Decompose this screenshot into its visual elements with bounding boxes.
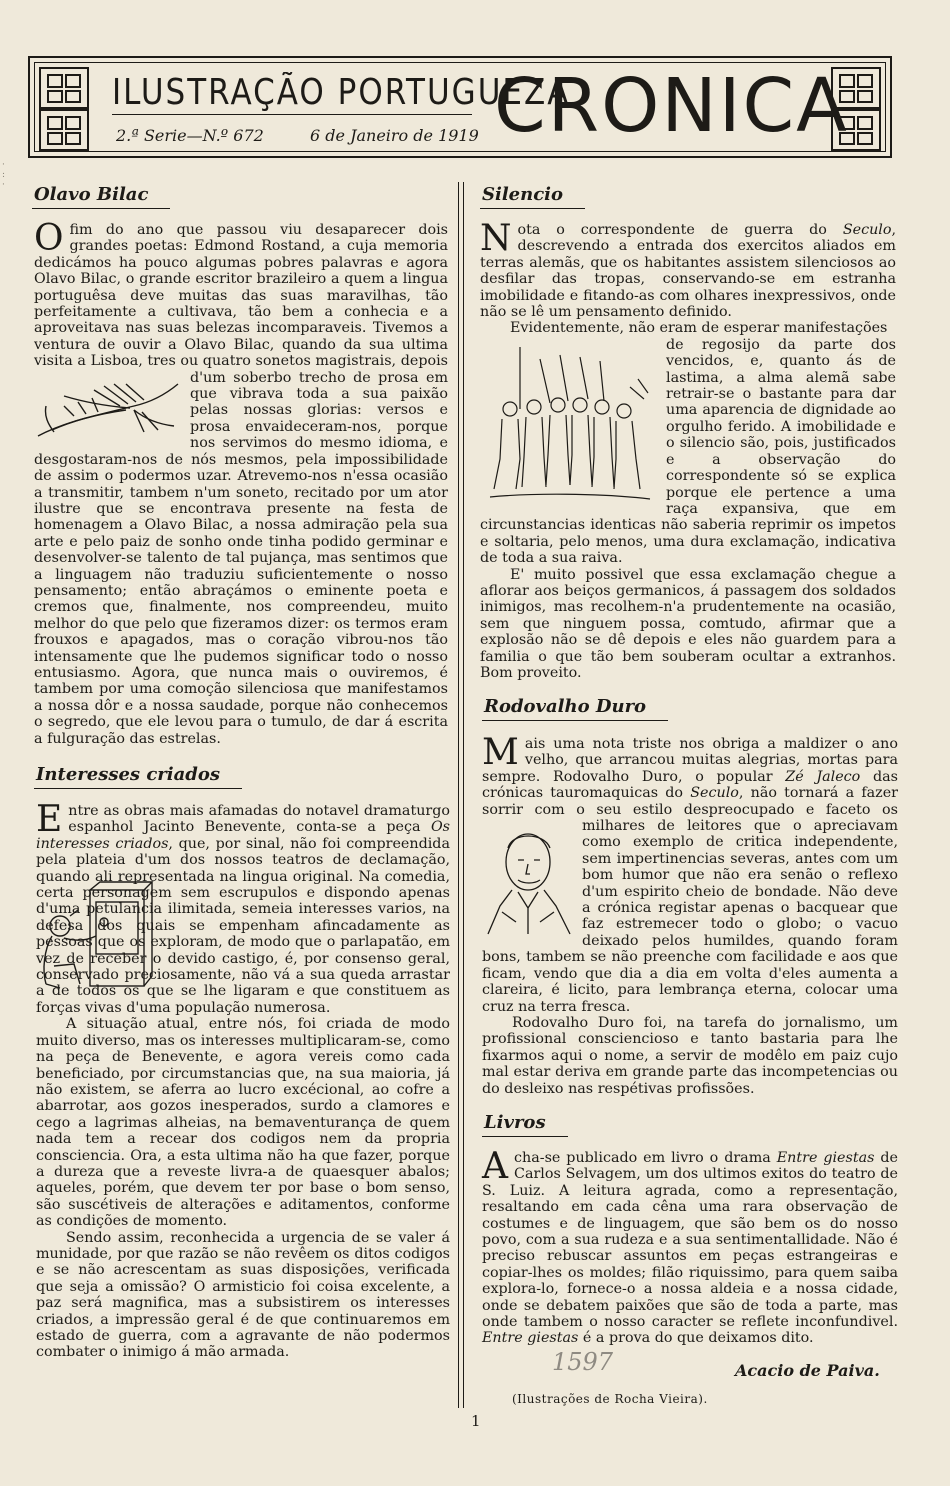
article-heading-interesses: Interesses criados — [34, 764, 242, 789]
illustration-credit: (Ilustrações de Rocha Vieira). — [512, 1392, 708, 1406]
pen-name: Zé Jaleco — [785, 768, 861, 785]
dropcap: O — [34, 218, 64, 259]
paragraph: das crónicas tauromaquicas do — [482, 768, 898, 802]
portrait-illustration — [482, 822, 574, 938]
paragraph: , que, por sinal, não foi compreendida pela plateia d'um dos nossos teatros de declamação, quando ali representada na lingua original. Na comedia, certa personagem sem escrupulos e dispondo apenas d'uma petulancia ilimitada, semeia interesses varios, na defesa dos quais se empenham afincadamente as pessoas que os exploram, de modo que o parlapatão, em vez de receber o devido castigo, é, por consenso geral, conservado preciosamente, não vá a sua queda arrastar a de todos os que se lhe ligaram e que constituem as forças vivas d'uma população numerosa. — [36, 835, 450, 1016]
paragraph: de Carlos Selvagem, um dos ultimos exitos do teatro de S. Luiz. A leitura agrada, como a representação, resaltando em cada cêna uma rara observação de costumes e de linguagem, que são bem os do nosso povo, com a sua rudeza e a sua sentimentallidade. Não é preciso rebuscar assuntos em peças estrangeiras e copiar-lhes os moldes; filão riquissimo, para quem saiba explora-lo, fornece-o a nossa aldeia e a nossa cidade, onde se debatem paixões que são de toda a parte, mas onde tambem o nosso caracter se reflete inconfundivel. — [482, 1150, 898, 1331]
paragraph: Rodovalho Duro foi, na tarefa do jornalismo, um profissional consciencioso e tanto bastaria para lhe fixarmos aqui o nome, a servir de modêlo em paiz cujo mal estar deriva em grande parte das incompetencias ou do desleixo nas respétivas profissões. — [482, 1014, 898, 1097]
marching-soldiers-illustration — [480, 339, 658, 507]
pencil-annotation: 1597 — [552, 1348, 614, 1376]
edge-marks: · : · — [2, 160, 6, 190]
author-signature: Acacio de Paiva. — [735, 1361, 880, 1380]
page-number: 1 — [471, 1412, 481, 1430]
paragraph: d'um soberbo trecho de prosa em que vibrava toda a sua paixão pelas nossas glorias: versos e prosa envaideceram-nos, porque nos servimos do mesmo idioma, e desgostaram-nos de nós mesmos, pela impossibilidade de assim o podermos uzar. Atrevemo-nos n'essa ocasião a transmitir, tambem n'um soneto, recitado por um ator ilustre que se encontrava presente na festa de homenagem a Olavo Bilac, a nossa admiração pela sua arte e pelo paiz de sonho onde tinha podido germinar e desenvolver-se talento de tal pujança, mas sentimos que a linguagem não traduziu suficientemente o nosso pensamento; então abraçámos o eminente poeta e cremos que, finalmente, nos compreendeu, muito melhor do que pelo que fizeramos dizer: os termos eram frouxos e apagados, mas o coração vibrou-nos tão intensamente que lhe pudemos significar todo o nosso entusiasmo. Agora, que nunca mais o ouviremos, é tambem por uma comoção silenciosa que manifestamos a nossa dôr e a nossa saudade, porque não conhecemos o segredo, que ele levou para o tumulo, de dar á escrita a fulguração das estrelas. — [34, 369, 448, 747]
section-title: CRONICA — [494, 63, 849, 149]
paragraph: A situação atual, entre nós, foi criada de modo muito diverso, mas os interesses multiplicaram-se, como na peça de Benevente, e agora vereis como cada beneficiado, por circumstancias que, na sua maioria, já não existem, se aferra ao lucro excécional, ao cofre a abarrotar, aos gozos inesperados, surdo a clamores e cego a lagrimas alheias, na bemaventurança de quem nada tem a recear dos codigos nem da propria consciencia. Ora, a esta ultima não ha que fazer, porque a dureza que a reveste livra-a de quaesquer abalos; aqueles, porém, que devem ter por base o bom senso, são suscétiveis de alterações e aditamentos, conforme as condições de momento. — [36, 1016, 450, 1230]
dropcap: N — [480, 218, 512, 259]
book-title: Entre giestas — [776, 1150, 875, 1166]
newspaper-name: Seculo — [842, 222, 892, 238]
paragraph: Sendo assim, reconhecida a urgencia de se valer á munidade, por que razão se não revêem os ditos codigos e se não acrescentam as suas disposições, verificada que seja a omissão? O armisticio foi coisa excelente, a paz será magnifica, mas a subsistirem os interesses criados, a impressão geral é de que continuaremos em estado de guerra, com a agravante de não podermos combater o inimigo á mão armada. — [36, 1229, 450, 1361]
article-bilac — [34, 218, 448, 747]
dropcap: A — [482, 1146, 508, 1187]
article-rodovalho — [482, 732, 899, 1097]
series-number: 2.ª Serie—N.º 672 — [116, 126, 264, 145]
paragraph: de regosijo da parte dos vencidos, e, quanto ás de lastima, a alma alemã sabe retrair-se o bastante para dar uma aparencia de dignidade ao orgulho ferido. A imobilidade e o silencio são, pois, justificados e a observação do correspondente só se explica porque ele pertence a uma raça expansiva, que em circunstancias identicas não saberia reprimir os impetos e soltaria, pelo menos, uma dura exclamação, indicativa de toda a sua raiva. — [480, 336, 896, 567]
column-divider — [458, 182, 464, 1408]
play-title: Os interesses criados — [36, 819, 450, 852]
paragraph: , não tornará a fazer sorrir com o seu estilo despreocupado e faceto — [482, 785, 899, 818]
article-heading-rodovalho: Rodovalho Duro — [482, 696, 668, 721]
paragraph: é a prova do que deixamos dito. — [582, 1330, 814, 1347]
issue-date: 6 de Janeiro de 1919 — [310, 126, 479, 145]
paragraph: , descrevendo a entrada dos exercitos aliados em terras alemãs, que os habitantes assistem silenciosos ao desfilar das tropas, conservando-se em estranha imobilidade e fitando-as com olhares inexpressivos, onde não se lê um pensamento definido. — [480, 222, 897, 321]
paragraph: ota o correspondente de guerra do — [517, 222, 827, 238]
paragraph: Evidentemente, não eram de esperar manifestações — [510, 320, 888, 337]
publication-title: ILUSTRAÇÃO PORTUGUEZA — [112, 72, 571, 114]
article-heading-silencio: Silencio — [480, 184, 585, 209]
paragraph: ais uma nota triste nos obriga a maldizer o ano velho, que arrancou muitas alegrias, mortas para sempre. Rodovalho Duro, o popular — [482, 736, 898, 785]
article-silencio — [480, 218, 897, 681]
article-heading-livros: Livros — [482, 1112, 568, 1137]
newspaper-name: Seculo — [690, 785, 739, 802]
paragraph: E' muito possivel que essa exclamação chegue a aflorar aos beiços germanicos, á passagem dos soldados inimigos, mas recolhem-n'a prudentemente na ocasião, sem que ninguem possa, comtudo, afirmar que a explosão não se dê depois e eles não guardem para a familia o que tão bem souberam ocultar a extranhos. Bom proveito. — [480, 566, 896, 681]
dropcap: M — [482, 732, 519, 773]
ornament-left-icon — [38, 66, 90, 152]
masthead-rule — [112, 114, 472, 115]
book-title: Entre giestas — [482, 1330, 579, 1347]
paragraph: fim do ano que passou viu desaparecer dois grandes poetas: Edmond Rostand, a cuja memoria dedicámos ha pouco algumas pobres palavras e agora Olavo Bilac, o grande escritor brazileiro a quem a lingua portuguêsa deve muitas das suas maravilhas, tão perfeitamente a cultivava, tão bem a conhecia e a aproveitava nas suas belezas incomparaveis. Tivemos a ventura de ouvir a Olavo Bilac, quando da sua ultima visita a Lisboa, tres ou quatro sonetos magistrais, depois — [34, 222, 448, 370]
paragraph: cha-se publicado em livro o drama — [514, 1150, 771, 1166]
palm-leaves-illustration — [34, 376, 182, 442]
dropcap: E — [36, 799, 63, 840]
paragraph: os milhares de leitores que o apreciavam como exemplo de critica independente, sem impertinencias severas, antes com um bom humor que não era senão o reflexo d'um espirito cheio de bondade. Não deve a crónica registar apenas o bacquear que faz estremecer todo o globo; o vacuo deixado pelos humildes, quando foram bons, tambem se não preenche com facilidade e aos que ficam, vendo que dia a dia em volta d'eles aumenta a clareira, é licito, para lembrança eterna, colocar uma cruz na terra fresca. — [482, 801, 898, 1015]
article-heading-bilac: Olavo Bilac — [32, 184, 170, 209]
article-livros — [482, 1146, 898, 1347]
paragraph: ntre as obras mais afamadas do notavel dramaturgo espanhol Jacinto Benevente, conta-se a peça — [68, 803, 450, 836]
safe-man-illustration — [34, 880, 154, 1000]
